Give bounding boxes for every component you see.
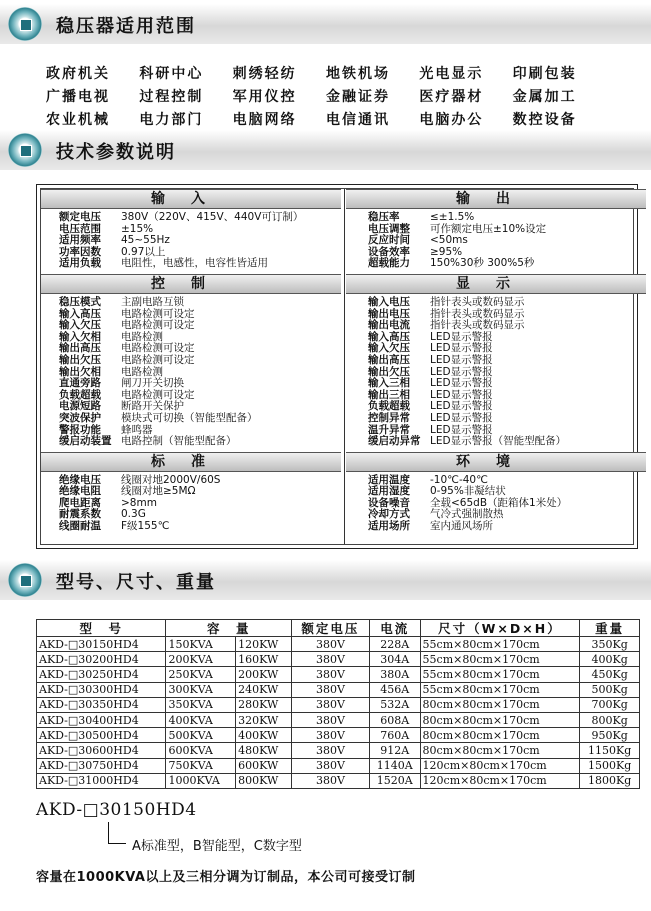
- application-item: 军用仪控: [232, 89, 297, 105]
- table-cell: 700Kg: [580, 697, 640, 712]
- spec-row: [368, 297, 646, 309]
- table-cell: 400KW: [236, 728, 292, 743]
- table-cell: 912A: [369, 743, 420, 758]
- table-header-row: [37, 620, 640, 637]
- table-cell: 228A: [369, 637, 420, 652]
- section-bullet-icon: [8, 7, 42, 41]
- table-cell: 55cm×80cm×170cm: [420, 682, 580, 697]
- spec-value: 可作额定电压±10%设定: [430, 222, 547, 235]
- spec-rows: [41, 294, 341, 452]
- table-row: [37, 637, 640, 652]
- spec-value: 150%30秒 300%5秒: [430, 257, 535, 270]
- spec-label: 适用负载: [59, 257, 101, 270]
- spec-value: 380V（220V、415V、440V可订制）: [121, 211, 304, 223]
- application-item: 过程控制: [139, 89, 204, 105]
- column-divider: [344, 189, 345, 544]
- spec-section-title: 输出: [346, 189, 646, 209]
- spec-row: [59, 436, 341, 448]
- spec-value: 指针表头或数码显示: [430, 307, 525, 320]
- table-cell: 1000KVA: [166, 773, 236, 788]
- spec-label: 电压调整: [368, 222, 410, 235]
- spec-label: 输入高压: [59, 307, 101, 320]
- spec-row: [59, 332, 341, 344]
- spec-label: 绝缘电阻: [59, 485, 101, 498]
- table-cell: 320KW: [236, 712, 292, 727]
- spec-value: 电路控制（智能型配备）: [121, 435, 237, 448]
- table-cell: 608A: [369, 712, 420, 727]
- table-row: [37, 728, 640, 743]
- table-cell: 380V: [291, 667, 369, 682]
- spec-value: 电路检测: [121, 365, 163, 378]
- spec-label: 耐震系数: [59, 508, 101, 521]
- spec-value: 线圈对地2000V/60S: [121, 473, 221, 486]
- spec-row: [59, 390, 341, 402]
- spec-label: 输出欠压: [59, 353, 101, 366]
- spec-label: 适用频率: [59, 234, 101, 247]
- table-cell: 200KVA: [166, 652, 236, 667]
- spec-value: LED显示警报（智能型配备）: [430, 435, 567, 448]
- spec-label: 输出欠压: [368, 365, 410, 378]
- table-cell: AKD-□30600HD4: [37, 743, 166, 758]
- spec-value: LED显示警报: [430, 400, 493, 413]
- spec-value: 0.97以上: [121, 245, 166, 258]
- application-item: 印刷包装: [512, 66, 577, 82]
- spec-value: LED显示警报: [430, 411, 493, 424]
- table-cell: 55cm×80cm×170cm: [420, 652, 580, 667]
- table-cell: AKD-□30400HD4: [37, 712, 166, 727]
- spec-label: 额定电压: [59, 211, 101, 223]
- spec-value: LED显示警报: [430, 365, 493, 378]
- spec-label: 超载能力: [368, 257, 410, 270]
- spec-value: 主副电路互锁: [121, 295, 184, 308]
- section-bullet-icon: [8, 133, 42, 167]
- table-row: [37, 652, 640, 667]
- spec-rows: [346, 209, 646, 274]
- spec-row: [59, 224, 341, 236]
- spec-row: [59, 498, 341, 510]
- spec-row: [368, 378, 646, 390]
- spec-value: 断路开关保护: [121, 400, 184, 413]
- spec-row: [59, 320, 341, 332]
- spec-label: 输入欠压: [59, 319, 101, 332]
- section-header-applications: [0, 4, 651, 44]
- table-cell: 380V: [291, 728, 369, 743]
- table-cell: 800Kg: [580, 712, 640, 727]
- spec-row: [368, 258, 646, 270]
- spec-label: 输入高压: [368, 330, 410, 343]
- spec-label: 设备噪音: [368, 496, 410, 509]
- table-cell: 400KVA: [166, 712, 236, 727]
- spec-label: 适用温度: [368, 473, 410, 486]
- spec-value: 电路检测可设定: [121, 319, 195, 332]
- table-row: [37, 773, 640, 788]
- spec-row: [59, 475, 341, 487]
- spec-value: ≤±1.5%: [430, 211, 475, 223]
- spec-label: 输入欠相: [59, 330, 101, 343]
- spec-label: 绝缘电压: [59, 473, 101, 486]
- spec-value: 电路检测可设定: [121, 388, 195, 401]
- section-header-specs: [0, 130, 651, 170]
- spec-value: LED显示警报: [430, 388, 493, 401]
- model-code-example: AKD-□30150HD4: [36, 800, 197, 820]
- table-row: [37, 667, 640, 682]
- spec-label: 电源短路: [59, 400, 101, 413]
- spec-label: 电压范围: [59, 222, 101, 235]
- spec-value: 电路检测可设定: [121, 307, 195, 320]
- table-cell: 304A: [369, 652, 420, 667]
- table-cell: 380V: [291, 758, 369, 773]
- spec-value: 全载<65dB（距箱体1米处）: [430, 496, 568, 509]
- application-item: 政府机关: [46, 66, 110, 82]
- spec-section-title: 显示: [346, 274, 646, 294]
- spec-row: [59, 486, 341, 498]
- spec-label: 输出高压: [368, 353, 410, 366]
- spec-rows: [346, 294, 646, 452]
- spec-label: 爬电距离: [59, 496, 101, 509]
- table-cell: 380V: [291, 652, 369, 667]
- spec-label: 直通旁路: [59, 377, 101, 390]
- spec-value: 0.3G: [121, 508, 146, 521]
- table-cell: 480KW: [236, 743, 292, 758]
- application-item: 电脑办公: [419, 112, 484, 128]
- spec-column-left: [41, 189, 341, 537]
- table-row: [37, 682, 640, 697]
- application-item: 农业机械: [46, 112, 110, 128]
- application-item: 电力部门: [139, 112, 204, 128]
- spec-label: 输出三相: [368, 388, 410, 401]
- spec-row: [368, 436, 646, 448]
- spec-row: [368, 320, 646, 332]
- spec-value: 电阻性，电感性，电容性皆适用: [121, 257, 268, 270]
- spec-row: [59, 235, 341, 247]
- applications-grid: [46, 64, 606, 131]
- table-cell: 80cm×80cm×170cm: [420, 743, 580, 758]
- table-cell: 1500Kg: [580, 758, 640, 773]
- table-cell: 1800Kg: [580, 773, 640, 788]
- spec-value: -10℃-40℃: [430, 473, 488, 486]
- spec-row: [59, 309, 341, 321]
- spec-label: 设备效率: [368, 245, 410, 258]
- table-cell: 456A: [369, 682, 420, 697]
- spec-section-title: 控制: [41, 274, 341, 294]
- table-row: [37, 697, 640, 712]
- spec-row: [59, 212, 341, 224]
- table-cell: AKD-□30200HD4: [37, 652, 166, 667]
- application-item: 地铁机场: [326, 66, 390, 82]
- table-cell: 150KVA: [166, 637, 236, 652]
- spec-label: 适用湿度: [368, 485, 410, 498]
- header-current: 电流: [369, 620, 420, 637]
- spec-value: 电路检测可设定: [121, 342, 195, 355]
- table-cell: 300KVA: [166, 682, 236, 697]
- spec-value: 线圈对地≥5MΩ: [121, 485, 196, 498]
- application-item: 数控设备: [512, 112, 577, 128]
- table-cell: 350KVA: [166, 697, 236, 712]
- spec-label: 缓启动异常: [368, 435, 421, 448]
- spec-value: LED显示警报: [430, 423, 493, 436]
- table-cell: AKD-□30350HD4: [37, 697, 166, 712]
- section-title: 技术参数说明: [56, 142, 176, 163]
- table-cell: 380V: [291, 773, 369, 788]
- spec-label: 负载超载: [59, 388, 101, 401]
- spec-row: [59, 378, 341, 390]
- table-cell: 600KVA: [166, 743, 236, 758]
- table-cell: 380A: [369, 667, 420, 682]
- header-weight: 重量: [580, 620, 640, 637]
- table-cell: 380V: [291, 637, 369, 652]
- table-cell: AKD-□30250HD4: [37, 667, 166, 682]
- table-cell: 120cm×80cm×170cm: [420, 758, 580, 773]
- spec-section-title: 标准: [41, 452, 341, 472]
- spec-section-title: 环境: [346, 452, 646, 472]
- table-cell: 280KW: [236, 697, 292, 712]
- spec-value: 指针表头或数码显示: [430, 295, 525, 308]
- spec-rows: [346, 472, 646, 537]
- application-item: 刺绣轻纺: [232, 66, 297, 82]
- spec-row: [59, 521, 341, 533]
- table-cell: AKD-□31000HD4: [37, 773, 166, 788]
- spec-label: 缓启动装置: [59, 435, 112, 448]
- table-row: [37, 758, 640, 773]
- spec-label: 适用场所: [368, 520, 410, 533]
- spec-row: [59, 343, 341, 355]
- header-voltage: 额定电压: [291, 620, 369, 637]
- spec-label: 温升异常: [368, 423, 410, 436]
- spec-row: [368, 212, 646, 224]
- table-cell: 800KW: [236, 773, 292, 788]
- spec-label: 控制异常: [368, 411, 410, 424]
- model-code-description: A标准型，B智能型，C数字型: [132, 839, 302, 854]
- table-cell: 55cm×80cm×170cm: [420, 637, 580, 652]
- table-cell: 600KW: [236, 758, 292, 773]
- table-cell: 1150Kg: [580, 743, 640, 758]
- table-cell: 1520A: [369, 773, 420, 788]
- table-cell: 80cm×80cm×170cm: [420, 728, 580, 743]
- spec-value: 0-95%非凝结状: [430, 485, 506, 498]
- spec-rows: [41, 472, 341, 537]
- code-pointer-line: [108, 843, 126, 844]
- spec-value: 45~55Hz: [121, 234, 170, 247]
- header-model: 型 号: [37, 620, 166, 637]
- section-bullet-icon: [8, 563, 42, 597]
- table-cell: 750KVA: [166, 758, 236, 773]
- table-cell: 760A: [369, 728, 420, 743]
- application-item: 科研中心: [139, 66, 204, 82]
- application-item: 金融证券: [326, 89, 390, 105]
- table-cell: AKD-□30300HD4: [37, 682, 166, 697]
- spec-value: 电路检测可设定: [121, 353, 195, 366]
- spec-label: 稳压率: [368, 211, 400, 223]
- spec-row: [59, 413, 341, 425]
- spec-value: F级155℃: [121, 520, 170, 533]
- table-cell: 250KVA: [166, 667, 236, 682]
- spec-value: LED显示警报: [430, 342, 493, 355]
- spec-label: 输出高压: [59, 342, 101, 355]
- model-table: [36, 619, 640, 789]
- spec-value: ≥95%: [430, 245, 463, 258]
- spec-row: [59, 355, 341, 367]
- spec-label: 警报功能: [59, 423, 101, 436]
- spec-value: 电路检测: [121, 330, 163, 343]
- spec-rows: [41, 209, 341, 274]
- table-cell: 120KW: [236, 637, 292, 652]
- spec-value: LED显示警报: [430, 330, 493, 343]
- table-cell: 400Kg: [580, 652, 640, 667]
- table-cell: 532A: [369, 697, 420, 712]
- spec-row: [368, 413, 646, 425]
- table-cell: 380V: [291, 743, 369, 758]
- section-title: 型号、尺寸、重量: [56, 572, 216, 593]
- application-item: 电信通讯: [326, 112, 390, 128]
- spec-value: LED显示警报: [430, 377, 493, 390]
- table-cell: 950Kg: [580, 728, 640, 743]
- table-cell: 1140A: [369, 758, 420, 773]
- spec-label: 输出欠相: [59, 365, 101, 378]
- table-cell: 80cm×80cm×170cm: [420, 697, 580, 712]
- spec-value: 气冷式强制散热: [430, 508, 504, 521]
- spec-label: 输入电压: [368, 295, 410, 308]
- table-cell: 380V: [291, 682, 369, 697]
- spec-value: 室内通风场所: [430, 520, 493, 533]
- spec-table: [36, 184, 638, 549]
- table-cell: 200KW: [236, 667, 292, 682]
- spec-label: 负载超载: [368, 400, 410, 413]
- spec-value: 闸刀开关切换: [121, 377, 184, 390]
- table-cell: AKD-□30150HD4: [37, 637, 166, 652]
- table-cell: 380V: [291, 712, 369, 727]
- application-item: 广播电视: [46, 89, 110, 105]
- spec-row: [368, 355, 646, 367]
- spec-section-title: 输入: [41, 189, 341, 209]
- application-item: 金属加工: [512, 89, 577, 105]
- table-cell: 450Kg: [580, 667, 640, 682]
- table-cell: 120cm×80cm×170cm: [420, 773, 580, 788]
- header-size: 尺寸（W×D×H）: [420, 620, 580, 637]
- spec-label: 突波保护: [59, 411, 101, 424]
- spec-value: ±15%: [121, 222, 154, 235]
- table-cell: AKD-□30750HD4: [37, 758, 166, 773]
- section-header-models: [0, 560, 651, 600]
- table-row: [37, 743, 640, 758]
- application-item: 医疗器材: [419, 89, 484, 105]
- spec-label: 功率因数: [59, 245, 101, 258]
- spec-row: [59, 367, 341, 379]
- spec-label: 稳压模式: [59, 295, 101, 308]
- spec-row: [59, 258, 341, 270]
- spec-value: 蜂鸣器: [121, 423, 153, 436]
- spec-row: [368, 521, 646, 533]
- code-pointer-line: [108, 822, 109, 844]
- spec-label: 输入三相: [368, 377, 410, 390]
- spec-label: 输出电压: [368, 307, 410, 320]
- spec-label: 反应时间: [368, 234, 410, 247]
- section-title: 稳压器适用范围: [56, 16, 196, 37]
- spec-row: [59, 297, 341, 309]
- spec-label: 冷却方式: [368, 508, 410, 521]
- spec-value: 模块式可切换（智能型配备）: [121, 411, 258, 424]
- spec-value: >8mm: [121, 496, 157, 509]
- spec-label: 输入欠压: [368, 342, 410, 355]
- table-cell: 160KW: [236, 652, 292, 667]
- spec-column-right: [346, 189, 646, 537]
- table-cell: 350Kg: [580, 637, 640, 652]
- table-row: [37, 712, 640, 727]
- spec-value: <50ms: [430, 234, 468, 247]
- spec-value: 指针表头或数码显示: [430, 319, 525, 332]
- table-cell: 500Kg: [580, 682, 640, 697]
- table-cell: 55cm×80cm×170cm: [420, 667, 580, 682]
- application-item: 电脑网络: [232, 112, 297, 128]
- spec-label: 输出电流: [368, 319, 410, 332]
- table-cell: 240KW: [236, 682, 292, 697]
- spec-label: 线圈耐温: [59, 520, 101, 533]
- application-item: 光电显示: [419, 66, 484, 82]
- table-cell: 80cm×80cm×170cm: [420, 712, 580, 727]
- table-cell: AKD-□30500HD4: [37, 728, 166, 743]
- spec-row: [59, 509, 341, 521]
- table-cell: 380V: [291, 697, 369, 712]
- header-capacity: 容 量: [166, 620, 292, 637]
- custom-order-note: 容量在1000KVA以上及三相分调为订制品，本公司可接受订制: [36, 870, 416, 885]
- table-cell: 500KVA: [166, 728, 236, 743]
- spec-value: LED显示警报: [430, 353, 493, 366]
